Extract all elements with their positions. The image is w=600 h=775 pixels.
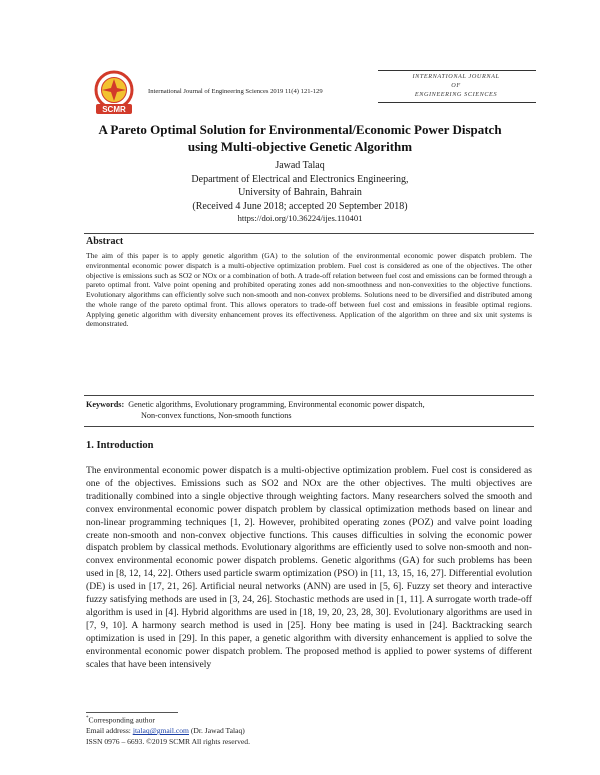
footnote-star: * [86,716,89,721]
issn-copyright: ISSN 0976 – 6693. ©2019 SCMR All rights reserved. [86,736,250,746]
paper-title [60,121,540,155]
footnote-rule [86,712,178,713]
email-line [86,726,506,737]
journal-name-line-3: ENGINEERING SCIENCES [414,91,498,98]
footnote [86,714,506,747]
journal-name-line-2: OF [451,82,461,89]
keywords-line-1: Genetic algorithms, Evolutionary programming, Environmental economic power dispatch, [128,400,425,409]
rule-above-keywords [84,395,534,396]
rule-below-keywords [84,426,534,427]
scmr-logo [84,70,144,116]
email-link[interactable]: jtalaq@gmail.com [132,726,189,736]
abstract-heading: Abstract [86,236,124,247]
title-line-1: A Pareto Optimal Solution for Environmental/Economic Power Dispatch [98,122,502,137]
title-line-2: using Multi-objective Genetic Algorithm [187,139,413,154]
rule-above-abstract [84,233,534,234]
doi-link[interactable]: https://doi.org/10.36224/ijes.110401 [237,213,363,223]
journal-name-line-1: INTERNATIONAL JOURNAL [412,73,500,80]
journal-header [84,70,536,120]
author-name: Jawad Talaq [275,160,325,171]
author-block [120,159,480,224]
email-label: Email address: [86,726,133,736]
received-dates: (Received 4 June 2018; accepted 20 September 2018) [192,200,408,212]
header-rule-bottom [378,102,536,103]
corresponding-author-note [86,714,506,726]
journal-citation: International Journal of Engineering Sciences 2019 11(4) 121-129 [148,88,323,95]
author-department: Department of Electrical and Electronics Engineering, [191,173,409,185]
keywords-line-2: Non-convex functions, Non-smooth functions [141,410,292,420]
corresponding-label: Corresponding author [88,715,155,725]
email-suffix: (Dr. Jawad Talaq) [188,726,245,736]
author-university: University of Bahrain, Bahrain [238,187,362,198]
header-rule-top [378,70,536,71]
keywords-label: Keywords: [86,400,125,409]
keywords-row [86,400,532,411]
section-heading-introduction: 1. Introduction [86,440,154,451]
journal-name [378,72,534,99]
abstract-text: The aim of this paper is to apply genetic algorithm (GA) to the solution of the environmental economic power dispatch problem. The environmental economic power dispatch is a multi-objective optimization problem. Fuel cost is considered as one of the objectives. The other objective is emissions such as SO2 or NOx or a combination of both. A trade-off relation between fuel cost and emissions can be formed through a pareto optimal front. Valve point opening and prohibited operating zones add non-smoothness and non-convexities to the objective functions. Evolutionary algorithms can efficiently solve such non-smooth and non-convex problems. Solutions need to be diversified and distributed among the whole range of the pareto optimal front. This allows operators to trade-off between fuel cost and emissions in feasible optimal regions. Applying genetic algorithm with diversity enhancement proves its effectiveness. Application of the algorithm on three and six unit systems is demonstrated. [86,251,532,329]
introduction-text: The environmental economic power dispatch is a multi-objective optimization problem. Fuel cost is considered as one of the objectives. Emissions such as SO2 and NOx are the other objectives. The multi objectives are traditionally combined into a single objective through weighting factors. Many researchers solved the smooth and convex environmental economic power dispatch problem by classical optimization methods based on linear and non-linear programming techniques [1, 2]. However, prohibited operating zones (POZ) and valve point loading create non-smooth and non-convex objective functions. This causes difficulties in solving the economic power dispatch problem by classical methods. Evolutionary algorithms are efficiently used to solve non-smooth and non-convex environmental economic power dispatch problems. Genetic algorithms (GA) for such problems has been used in [8, 12, 14, 22]. Others used particle swarm optimization (PSO) in [11, 13, 15, 16, 27]. Differential evolution (DE) is used in [17, 21, 26]. Artificial neural networks (ANN) are used in [5, 6]. Fuzzy set theory and interactive fuzzy satisfying methods are used in [3, 24, 26]. Stochastic methods are used in [1, 11]. A surrogate worth trade-off algorithm is used in [4]. Hybrid algorithms are used in [18, 19, 20, 23, 28, 30]. Evolutionary algorithms are used in [7, 9, 10]. A harmony search method is used in [25]. Hony bee mating is used in [24]. Backtracking search optimization is used in [29]. In this paper, a genetic algorithm with diversity enhancement is applied to solve the environmental economic power dispatch problem. The proposed method is applied to power systems of different scales that have been intensively [86,465,532,670]
logo-text: SCMR [102,105,126,114]
